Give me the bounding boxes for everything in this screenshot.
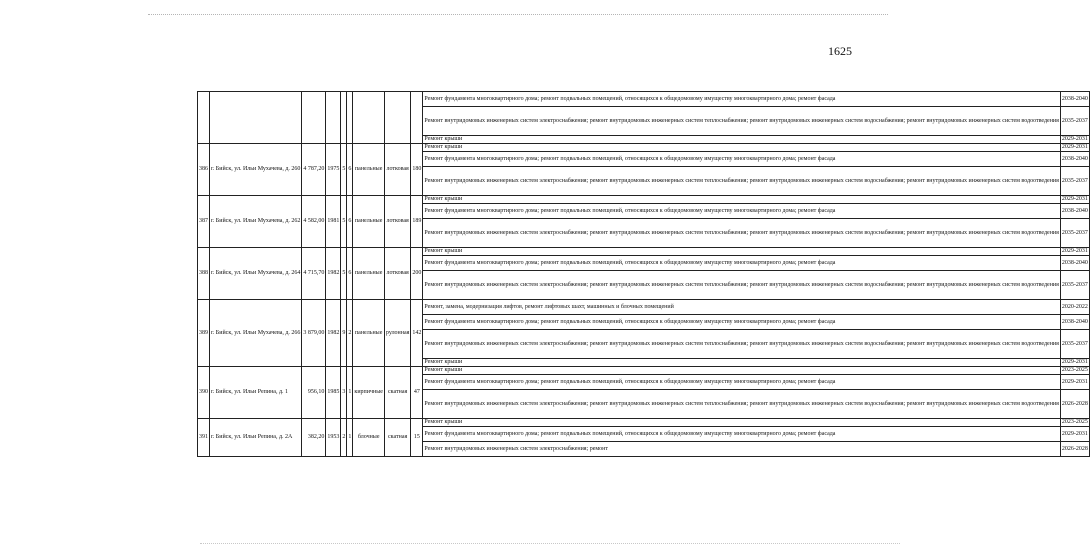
record-number-cell: 388 (198, 248, 210, 300)
work-type-cell: Ремонт фундамента многоквартирного дома; ремонт подвальных помещений, относящихся к общедомовому имуществу многоквартирного дома; ремонт фасада (423, 204, 1061, 219)
roof-cell: лотковая (384, 248, 411, 300)
address-cell: г. Бийск, ул. Ильи Мухачева, д. 260 (210, 144, 302, 196)
work-period-cell: 2023-2025 (1061, 367, 1088, 373)
entrances-cell: 6 (347, 144, 353, 196)
bottom-scan-line (200, 543, 900, 544)
record-number-cell: 387 (198, 196, 210, 248)
address-cell: г. Бийск, ул. Ильи Репина, д. 1 (210, 367, 302, 419)
work-period-cell: 2035-2037 (1060, 167, 1089, 196)
work-period-cell: 2023-2025 (1061, 419, 1088, 425)
work-type-cell: Ремонт крыши (423, 144, 1061, 152)
flats-cell (411, 92, 423, 144)
area-cell: 4 787,20 (302, 144, 326, 196)
area-cell: 382,20 (302, 419, 326, 457)
flats-cell: 142 (411, 300, 423, 367)
work-type-cell: Ремонт крыши (423, 248, 1061, 256)
walls-cell: кирпичные (353, 367, 384, 419)
address-cell (210, 92, 302, 144)
flats-cell: 47 (411, 367, 423, 419)
work-type-cell: Ремонт крыши (423, 419, 1061, 427)
work-type-cell: Ремонт внутридомовых инженерных систем электроснабжения; ремонт внутридомовых инженерных систем теплоснабжения; ремонт внутридомовых инженерных систем водоснабжения; ремонт внутридомовых инженерных систем водоотведения (423, 330, 1061, 359)
work-period-cell: 2035-2037 (1060, 330, 1089, 359)
work-period-cell: 2038-2040 (1060, 315, 1089, 330)
work-period-cell: 2026-2028 (1060, 442, 1089, 457)
work-type-cell: Ремонт внутридомовых инженерных систем электроснабжения; ремонт внутридомовых инженерных систем теплоснабжения; ремонт внутридомовых инженерных систем водоснабжения; ремонт внутридомовых инженерных систем водоотведения (423, 219, 1061, 248)
work-period-cell: 2029-2031 (1061, 144, 1088, 150)
work-period-cell: 2020-2022 (1060, 300, 1089, 315)
roof-cell: скатная (384, 367, 411, 419)
flats-cell: 180 (411, 144, 423, 196)
floors-cell: 2 (341, 419, 347, 457)
year-cell: 1981 (326, 196, 341, 248)
work-type-cell: Ремонт фундамента многоквартирного дома; ремонт подвальных помещений, относящихся к общедомовому имуществу многоквартирного дома; ремонт фасада (423, 375, 1061, 390)
table-row (198, 92, 1090, 107)
work-period-cell: 2029-2031 (1061, 359, 1088, 365)
work-type-cell: Ремонт крыши (423, 359, 1061, 367)
record-number-cell: 389 (198, 300, 210, 367)
work-type-cell: Ремонт фундамента многоквартирного дома; ремонт подвальных помещений, относящихся к общедомовому имуществу многоквартирного дома; ремонт фасада (423, 152, 1061, 167)
walls-cell: блочные (353, 419, 384, 457)
floors-cell: 9 (341, 300, 347, 367)
table-row (198, 144, 1090, 152)
flats-cell: 15 (411, 419, 423, 457)
record-number-cell (198, 92, 210, 144)
address-cell: г. Бийск, ул. Ильи Репина, д. 2А (210, 419, 302, 457)
area-cell: 956,10 (302, 367, 326, 419)
work-type-cell: Ремонт внутридомовых инженерных систем электроснабжения; ремонт внутридомовых инженерных систем теплоснабжения; ремонт внутридомовых инженерных систем водоснабжения; ремонт внутридомовых инженерных систем водоотведения (423, 271, 1061, 300)
entrances-cell: 2 (347, 300, 353, 367)
year-cell (326, 92, 341, 144)
roof-cell: рулонная (384, 300, 411, 367)
record-number-cell: 386 (198, 144, 210, 196)
entrances-cell: 1 (347, 367, 353, 419)
area-cell: 3 879,00 (302, 300, 326, 367)
work-period-cell: 2035-2037 (1060, 107, 1089, 136)
top-scan-line (148, 14, 888, 15)
walls-cell (353, 92, 384, 144)
table-row (198, 196, 1090, 204)
area-cell (302, 92, 326, 144)
table-row (198, 248, 1090, 256)
floors-cell: 5 (341, 248, 347, 300)
work-period-cell: 2035-2037 (1060, 271, 1089, 300)
address-cell: г. Бийск, ул. Ильи Мухачева, д. 264 (210, 248, 302, 300)
work-type-cell: Ремонт фундамента многоквартирного дома; ремонт подвальных помещений, относящихся к общедомовому имуществу многоквартирного дома; ремонт фасада (423, 92, 1061, 107)
record-number-cell: 390 (198, 367, 210, 419)
table-row (198, 300, 1090, 315)
work-period-cell: 2038-2040 (1060, 152, 1089, 167)
table-row (198, 367, 1090, 375)
work-period-cell: 2038-2040 (1060, 92, 1089, 107)
area-cell: 4 582,00 (302, 196, 326, 248)
work-type-cell: Ремонт, замена, модернизация лифтов, ремонт лифтовых шахт, машинных и блочных помещений (423, 300, 1061, 315)
work-period-cell: 2029-2031 (1061, 196, 1088, 202)
work-type-cell: Ремонт внутридомовых инженерных систем электроснабжения; ремонт (423, 442, 1061, 457)
roof-cell: лотковая (384, 196, 411, 248)
work-period-cell: 2026-2028 (1060, 390, 1089, 419)
year-cell: 1985 (326, 367, 341, 419)
floors-cell: 3 (341, 367, 347, 419)
work-type-cell: Ремонт крыши (423, 136, 1061, 144)
roof-cell: скатная (384, 419, 411, 457)
flats-cell: 189 (411, 196, 423, 248)
work-type-cell: Ремонт внутридомовых инженерных систем электроснабжения; ремонт внутридомовых инженерных систем теплоснабжения; ремонт внутридомовых инженерных систем водоснабжения; ремонт внутридомовых инженерных систем водоотведения (423, 390, 1061, 419)
work-type-cell: Ремонт внутридомовых инженерных систем электроснабжения; ремонт внутридомовых инженерных систем теплоснабжения; ремонт внутридомовых инженерных систем водоснабжения; ремонт внутридомовых инженерных систем водоотведения (423, 167, 1061, 196)
work-period-cell: 2029-2031 (1060, 375, 1089, 390)
work-period-cell: 2029-2031 (1060, 427, 1089, 442)
floors-cell: 5 (341, 196, 347, 248)
work-type-cell: Ремонт фундамента многоквартирного дома; ремонт подвальных помещений, относящихся к общедомовому имуществу многоквартирного дома; ремонт фасада (423, 256, 1061, 271)
flats-cell: 200 (411, 248, 423, 300)
work-type-cell: Ремонт крыши (423, 367, 1061, 375)
floors-cell: 5 (341, 144, 347, 196)
table-row (198, 419, 1090, 427)
address-cell: г. Бийск, ул. Ильи Мухачева, д. 266 (210, 300, 302, 367)
walls-cell: панельные (353, 144, 384, 196)
work-period-cell: 2035-2037 (1060, 219, 1089, 248)
entrances-cell: 1 (347, 419, 353, 457)
work-type-cell: Ремонт фундамента многоквартирного дома; ремонт подвальных помещений, относящихся к общедомовому имуществу многоквартирного дома; ремонт фасада (423, 315, 1061, 330)
work-period-cell: 2029-2031 (1061, 136, 1088, 142)
area-cell: 4 715,70 (302, 248, 326, 300)
entrances-cell: 6 (347, 248, 353, 300)
walls-cell: панельные (353, 300, 384, 367)
roof-cell: лотковая (384, 144, 411, 196)
roof-cell (384, 92, 411, 144)
year-cell: 1982 (326, 300, 341, 367)
work-period-cell: 2038-2040 (1060, 204, 1089, 219)
work-period-cell: 2038-2040 (1060, 256, 1089, 271)
table-body (198, 92, 1090, 457)
year-cell: 1975 (326, 144, 341, 196)
work-period-cell: 2029-2031 (1061, 248, 1088, 254)
work-type-cell: Ремонт фундамента многоквартирного дома; ремонт подвальных помещений, относящихся к общедомовому имуществу многоквартирного дома; ремонт фасада (423, 427, 1061, 442)
housing-register-table (197, 91, 1090, 457)
work-type-cell: Ремонт крыши (423, 196, 1061, 204)
walls-cell: панельные (353, 196, 384, 248)
walls-cell: панельные (353, 248, 384, 300)
address-cell: г. Бийск, ул. Ильи Мухачева, д. 262 (210, 196, 302, 248)
page-number: 1625 (828, 44, 852, 58)
year-cell: 1953 (326, 419, 341, 457)
year-cell: 1982 (326, 248, 341, 300)
work-type-cell: Ремонт внутридомовых инженерных систем электроснабжения; ремонт внутридомовых инженерных систем теплоснабжения; ремонт внутридомовых инженерных систем водоснабжения; ремонт внутридомовых инженерных систем водоотведения (423, 107, 1061, 136)
entrances-cell: 6 (347, 196, 353, 248)
record-number-cell: 391 (198, 419, 210, 457)
